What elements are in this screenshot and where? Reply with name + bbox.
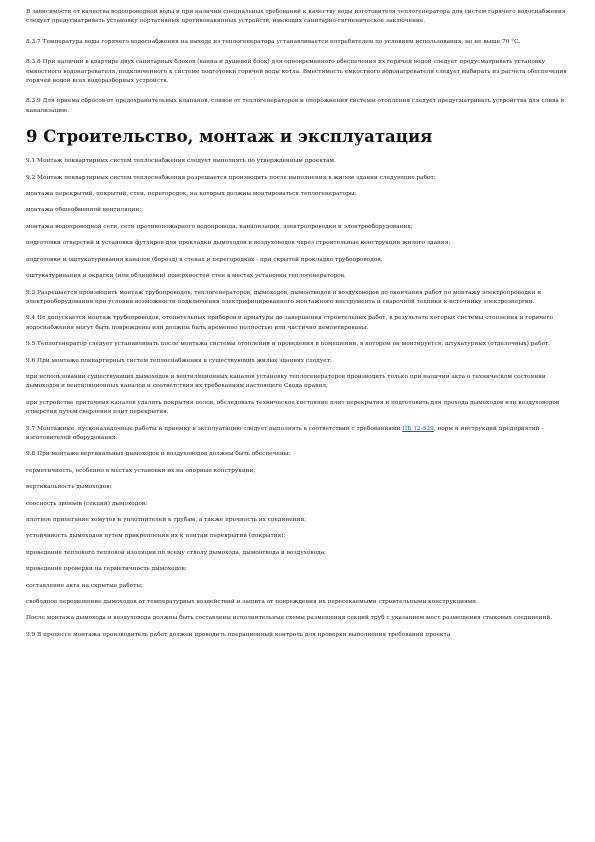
list-item: плотное прилегание хомутов и уплотнителей к трубам, а также прочность их соединений; — [26, 517, 307, 523]
paragraph-intro-water-quality: В зависимости от качества водопроводной воды и при наличии специальных требований к качеству воды изготовителя теплогенератора для систем горячего водоснабжения следует предусматривать установку портативных противонакипных устройств, имеющих санитарно-гигиеническое заключение. — [26, 9, 566, 25]
paragraph-9-2: 9.2 Монтаж поквартирных систем теплоснабжения разрешается производить после выполнения в жилом здании следующих работ: — [26, 174, 436, 181]
paragraph-9-6: 9.6 При монтаже поквартирных систем теплоснабжения в существующих жилых зданиях следует: — [26, 357, 332, 364]
list-item: монтажа перекрытий, покрытий, стен, перегородок, на которых должны монтироваться теплогенераторы; — [26, 191, 357, 198]
list-item: герметичность, особенно в местах установки их на опорные конструкции; — [26, 467, 256, 474]
list-item: проведение проверки на герметичность дымоходов; — [26, 566, 187, 573]
list-item: вертикальность дымоходов; — [26, 484, 112, 491]
paragraph-9-9: 9.9 В процессе монтажа производитель работ должен проводить операционный контроль для проверки выполнения требований проекта — [26, 631, 451, 638]
list-item: соосность звеньев (секций) дымоходов; — [26, 500, 148, 507]
paragraph-9-7 — [26, 425, 574, 444]
paragraph-8-3-8: 8.3.8 При наличии в квартире двух санитарных блоков (ванна и душевой блок) для одновременного обеспечения их горячей водой следует предусматривать установку емкостного водонагревателя, подключенного к системе подготовки горячей воды котла. Вместимость емкостного водонагревателя следует выбирать из расчета обеспечения горячей водой всех водоразборных устройств. — [26, 59, 567, 85]
list-item: монтажа общеобменной вентиляции; — [26, 207, 142, 214]
section-heading: 9 Строительство, монтаж и эксплуатация — [26, 127, 433, 147]
reference-link-pb-12-529[interactable]: ПБ 12-529 — [402, 425, 434, 432]
list-item: подготовки отверстий и установки футляров для прокладки дымоходов и воздуховодов через строительные конструкции жилого здания; — [26, 240, 451, 247]
list-item: оштукатуривания и окраски (или облицовки) поверхностей стен в местах установки теплогенераторов. — [26, 273, 346, 280]
paragraph-9-5: 9.5 Теплогенератор следует устанавливать после монтажа системы отопления и проведения в помещении, в котором он монтируется, штукатурных (отделочных) работ. — [26, 341, 550, 348]
paragraph-9-7-tail: , норм и инструкций предприятий - изготовителей оборудования. — [26, 425, 544, 441]
list-item: при устройстве приточных каналов удалять покрытия полов, обследовать техническое состояние плит перекрытия и подготовить для прохода дымоходов или воздуховодов отверстия путем сверления плит перекрытия. — [26, 399, 560, 416]
list-item: устойчивость дымоходов путем прикрепления их к плитам перекрытий (покрытия); — [26, 533, 286, 540]
list-item: подготовки и оштукатуривания каналов (борозд) в стенах и перегородках - при скрытой прокладке трубопроводов; — [26, 256, 383, 263]
paragraph-installation-schemes: После монтажа дымохода и воздуховода должны быть составлены исполнительные схемы размещения секций труб с указанием мест размещения стыковых соединений. — [26, 615, 553, 622]
paragraph-9-8: 9.8 При монтаже вертикальных дымоходов и воздуховодов должны быть обеспечены: — [26, 451, 291, 458]
list-item: проведение теплового тепловой изоляции по всему стволу дымохода, дымоотвода и воздуховода; — [26, 549, 327, 556]
paragraph-9-7-text: 9.7 Монтажные, пусконаладочные работы и приемку в эксплуатацию следует выполнять в соответствии с требованиями — [26, 425, 403, 432]
paragraph-9-4: 9.4 Не допускается монтаж трубопроводов, отопительных приборов и арматуры до завершения строительных работ, в результате которых системы отопления и горячего водоснабжения могут быть повреждены или должны быть временно полностью или частично демонтированы. — [26, 315, 553, 331]
paragraph-8-3-9: 8.3.9 Для приема сбросов от предохранительных клапанов, сливов от теплогенераторов и опорожнения системы отопления следует предусматривать устройства для слива в канализацию. — [26, 98, 564, 114]
list-item: монтажа водопроводной сети, сети противопожарного водопровода, канализации, электропроводки и электрооборудования; — [26, 223, 413, 230]
paragraph-9-1: 9.1 Монтаж поквартирных систем теплоснабжения следует выполнять по утвержденным проектам. — [26, 158, 336, 165]
list-item: при использовании существующих дымоходов и вентиляционных каналов установку теплогенераторов производить только при наличии акта о техническом состоянии дымоходов и вентиляционных каналов и соответствия их требованиям настоящего Свода правил; — [26, 373, 546, 390]
list-item: составление акта на скрытые работы; — [26, 582, 143, 589]
list-item: свободное перемещение дымоходов от температурных воздействий и защита от повреждения их пересекаемыми строительными конструкциями. — [26, 599, 478, 606]
paragraph-9-3: 9.3 Разрешается производить монтаж трубопроводов, теплогенераторов, дымоходов, дымоотводов и воздуховодов до окончания работ по монтажу электропроводки и электрооборудования при условии возможности подключения электрифицированного монтажного инструмента и сварочной техники к источнику электроэнергии. — [26, 289, 542, 305]
paragraph-8-3-7: 8.3.7 Температура воды горячего водоснабжения на выходе из теплогенератора устанавливается потребителем по условиям использования, но не выше 70 °С. — [26, 38, 521, 45]
document-body — [26, 8, 574, 647]
